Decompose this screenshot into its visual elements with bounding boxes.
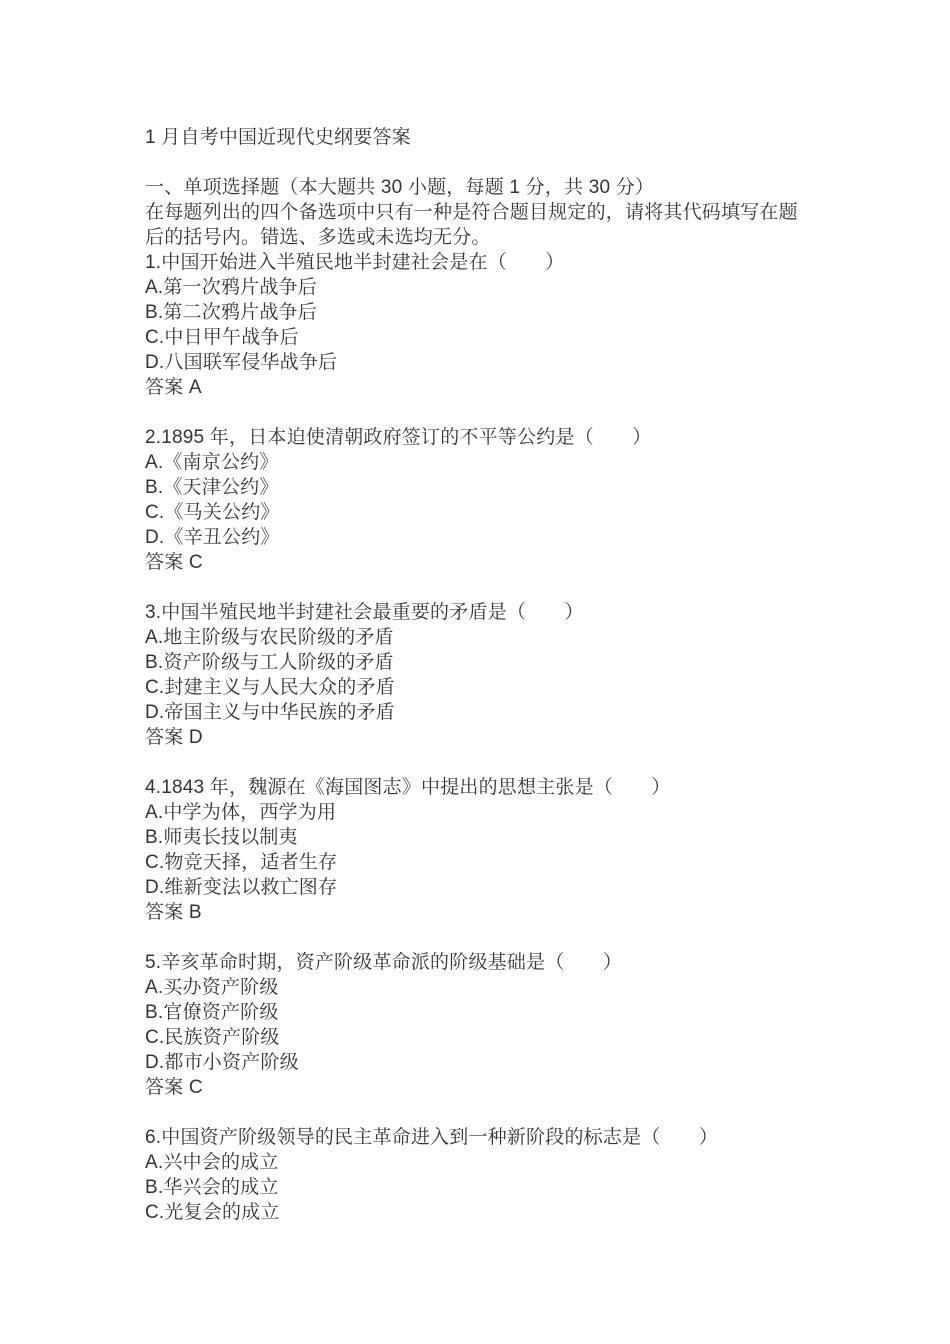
questions-list	[145, 250, 825, 1225]
answer-line: 答案 B	[145, 902, 202, 923]
question-option: C.《马关公约》	[145, 502, 280, 523]
question-option: D.《辛丑公约》	[145, 527, 280, 548]
question-stem: 2.1895 年，日本迫使清朝政府签订的不平等公约是（ ）	[145, 427, 652, 448]
question-option: C.封建主义与人民大众的矛盾	[145, 677, 395, 698]
question-option: A.地主阶级与农民阶级的矛盾	[145, 627, 394, 648]
question-block-5	[145, 950, 825, 1100]
question-block-6	[145, 1125, 825, 1225]
instructions-line-2: 后的括号内。错选、多选或未选均无分。	[145, 227, 491, 248]
question-option: A.兴中会的成立	[145, 1152, 279, 1173]
question-stem: 1.中国开始进入半殖民地半封建社会是在（ ）	[145, 252, 565, 273]
instructions-line-1: 在每题列出的四个备选项中只有一种是符合题目规定的，请将其代码填写在题	[145, 202, 798, 223]
question-option: A.买办资产阶级	[145, 977, 279, 998]
question-option: C.中日甲午战争后	[145, 327, 299, 348]
question-option: B.资产阶级与工人阶级的矛盾	[145, 652, 394, 673]
answer-line: 答案 C	[145, 1077, 203, 1098]
section-heading: 一、单项选择题（本大题共 30 小题，每题 1 分，共 30 分）	[145, 177, 655, 198]
question-option: B.官僚资产阶级	[145, 1002, 279, 1023]
question-stem: 4.1843 年，魏源在《海国图志》中提出的思想主张是（ ）	[145, 777, 671, 798]
question-block-4	[145, 775, 825, 925]
title-spacer	[145, 150, 825, 175]
question-option: C.物竞天择，适者生存	[145, 852, 338, 873]
question-option: A.第一次鸦片战争后	[145, 277, 317, 298]
question-option: B.华兴会的成立	[145, 1177, 279, 1198]
question-option: C.民族资产阶级	[145, 1027, 280, 1048]
question-option: D.都市小资产阶级	[145, 1052, 299, 1073]
question-option: A.中学为体，西学为用	[145, 802, 337, 823]
question-block-2	[145, 425, 825, 575]
question-stem: 3.中国半殖民地半封建社会最重要的矛盾是（ ）	[145, 602, 584, 623]
answer-line: 答案 A	[145, 377, 202, 398]
question-stem: 5.辛亥革命时期，资产阶级革命派的阶级基础是（ ）	[145, 952, 623, 973]
question-option: B.第二次鸦片战争后	[145, 302, 317, 323]
question-option: D.八国联军侵华战争后	[145, 352, 338, 373]
question-block-3	[145, 600, 825, 750]
question-option: B.师夷长技以制夷	[145, 827, 298, 848]
question-option: B.《天津公约》	[145, 477, 279, 498]
question-option: D.帝国主义与中华民族的矛盾	[145, 702, 395, 723]
document-title: 1 月自考中国近现代史纲要答案	[145, 127, 411, 148]
answer-line: 答案 D	[145, 727, 203, 748]
question-option: D.维新变法以救亡图存	[145, 877, 338, 898]
answer-line: 答案 C	[145, 552, 203, 573]
question-option: A.《南京公约》	[145, 452, 279, 473]
question-stem: 6.中国资产阶级领导的民主革命进入到一种新阶段的标志是（ ）	[145, 1127, 719, 1148]
question-block-1	[145, 250, 825, 400]
question-option: C.光复会的成立	[145, 1202, 280, 1223]
